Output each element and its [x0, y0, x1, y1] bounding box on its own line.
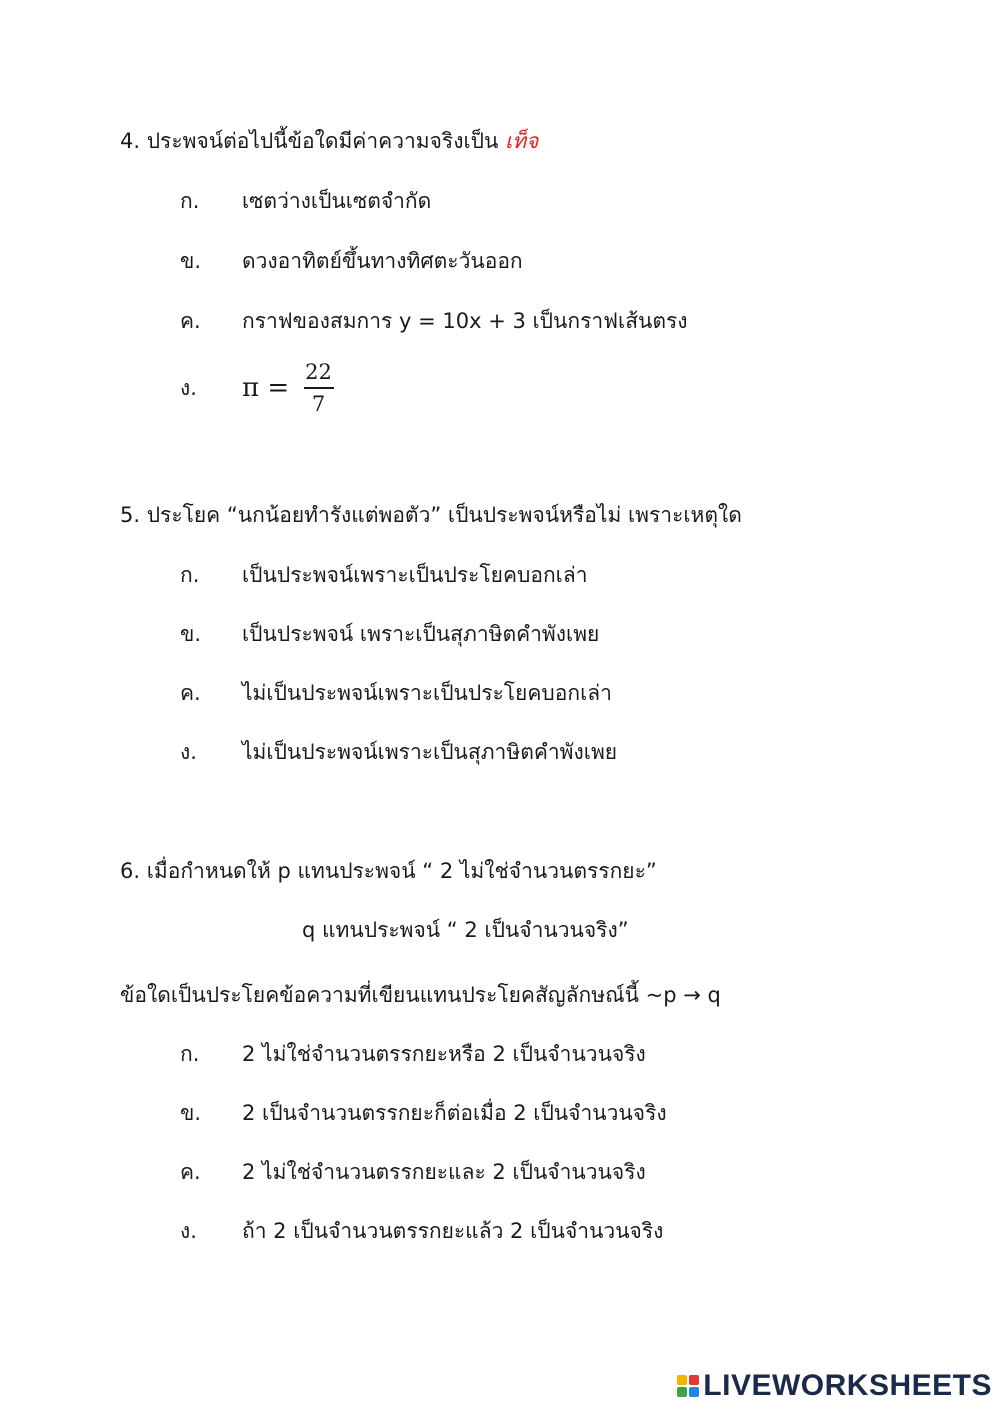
option-letter: ง.: [180, 376, 197, 400]
option-letter: ข.: [180, 249, 202, 273]
q4-option-d[interactable]: [180, 360, 334, 416]
option-letter: ข.: [180, 1101, 202, 1125]
q6-option-a[interactable]: [180, 1039, 646, 1069]
option-text: เป็นประพจน์ เพราะเป็นสุภาษิตคำพังเพย: [242, 622, 600, 646]
fraction: [303, 360, 334, 416]
q5-option-a[interactable]: [180, 560, 588, 590]
q5-option-d[interactable]: [180, 737, 617, 767]
liveworksheets-logo[interactable]: [677, 1369, 992, 1403]
option-letter: ข.: [180, 622, 202, 646]
question-4-text: 4. ประพจน์ต่อไปนี้ข้อใดมีค่าความจริงเป็น: [120, 129, 499, 153]
fraction-bar: [304, 387, 334, 389]
option-text: เป็นประพจน์เพราะเป็นประโยคบอกเล่า: [242, 563, 588, 587]
fraction-numerator: 22: [305, 360, 332, 384]
fraction-denominator: 7: [311, 392, 326, 416]
q4-option-c[interactable]: [180, 306, 688, 336]
false-word: เท็จ: [505, 129, 539, 153]
q6-option-d[interactable]: [180, 1216, 663, 1246]
option-text: 2 ไม่ใช่จำนวนตรรกยะและ 2 เป็นจำนวนจริง: [242, 1160, 646, 1184]
question-5: 5. ประโยค “นกน้อยทำรังแต่พอตัว” เป็นประพจน์หรือไม่ เพราะเหตุใด: [120, 503, 742, 527]
option-letter: ง.: [180, 1219, 197, 1243]
q6-option-c[interactable]: [180, 1157, 646, 1187]
pi-equation: π =: [242, 373, 290, 403]
q5-option-b[interactable]: [180, 619, 599, 649]
option-letter: ค.: [180, 1160, 201, 1184]
question-4: [120, 126, 538, 156]
q5-option-c[interactable]: [180, 678, 612, 708]
q4-option-b[interactable]: [180, 246, 523, 276]
option-text: กราฟของสมการ y = 10x + 3 เป็นกราฟเส้นตรง: [242, 309, 688, 333]
q4-option-a[interactable]: [180, 186, 431, 216]
option-text: เซตว่างเป็นเซตจำกัด: [242, 189, 432, 213]
question-6-line-3: ข้อใดเป็นประโยคข้อความที่เขียนแทนประโยคสัญลักษณ์นี้ ~p → q: [120, 983, 721, 1007]
option-text: ถ้า 2 เป็นจำนวนตรรกยะแล้ว 2 เป็นจำนวนจริง: [242, 1219, 664, 1243]
option-text: ไม่เป็นประพจน์เพราะเป็นประโยคบอกเล่า: [242, 681, 612, 705]
option-letter: ก.: [180, 189, 200, 213]
logo-text: LIVEWORKSHEETS: [703, 1369, 992, 1402]
option-letter: ง.: [180, 740, 197, 764]
option-text: 2 เป็นจำนวนตรรกยะก็ต่อเมื่อ 2 เป็นจำนวนจริง: [242, 1101, 667, 1125]
option-text: 2 ไม่ใช่จำนวนตรรกยะหรือ 2 เป็นจำนวนจริง: [242, 1042, 646, 1066]
question-6-line-2: q แทนประพจน์ “ 2 เป็นจำนวนจริง”: [302, 918, 629, 942]
option-letter: ก.: [180, 563, 200, 587]
option-letter: ค.: [180, 309, 201, 333]
option-letter: ก.: [180, 1042, 200, 1066]
option-text: ดวงอาทิตย์ขึ้นทางทิศตะวันออก: [242, 249, 523, 273]
liveworksheets-logo-icon: [677, 1375, 699, 1397]
question-6-line-1: 6. เมื่อกำหนดให้ p แทนประพจน์ “ 2 ไม่ใช่จำนวนตรรกยะ”: [120, 859, 657, 883]
option-letter: ค.: [180, 681, 201, 705]
option-text: ไม่เป็นประพจน์เพราะเป็นสุภาษิตคำพังเพย: [242, 740, 618, 764]
q6-option-b[interactable]: [180, 1098, 667, 1128]
